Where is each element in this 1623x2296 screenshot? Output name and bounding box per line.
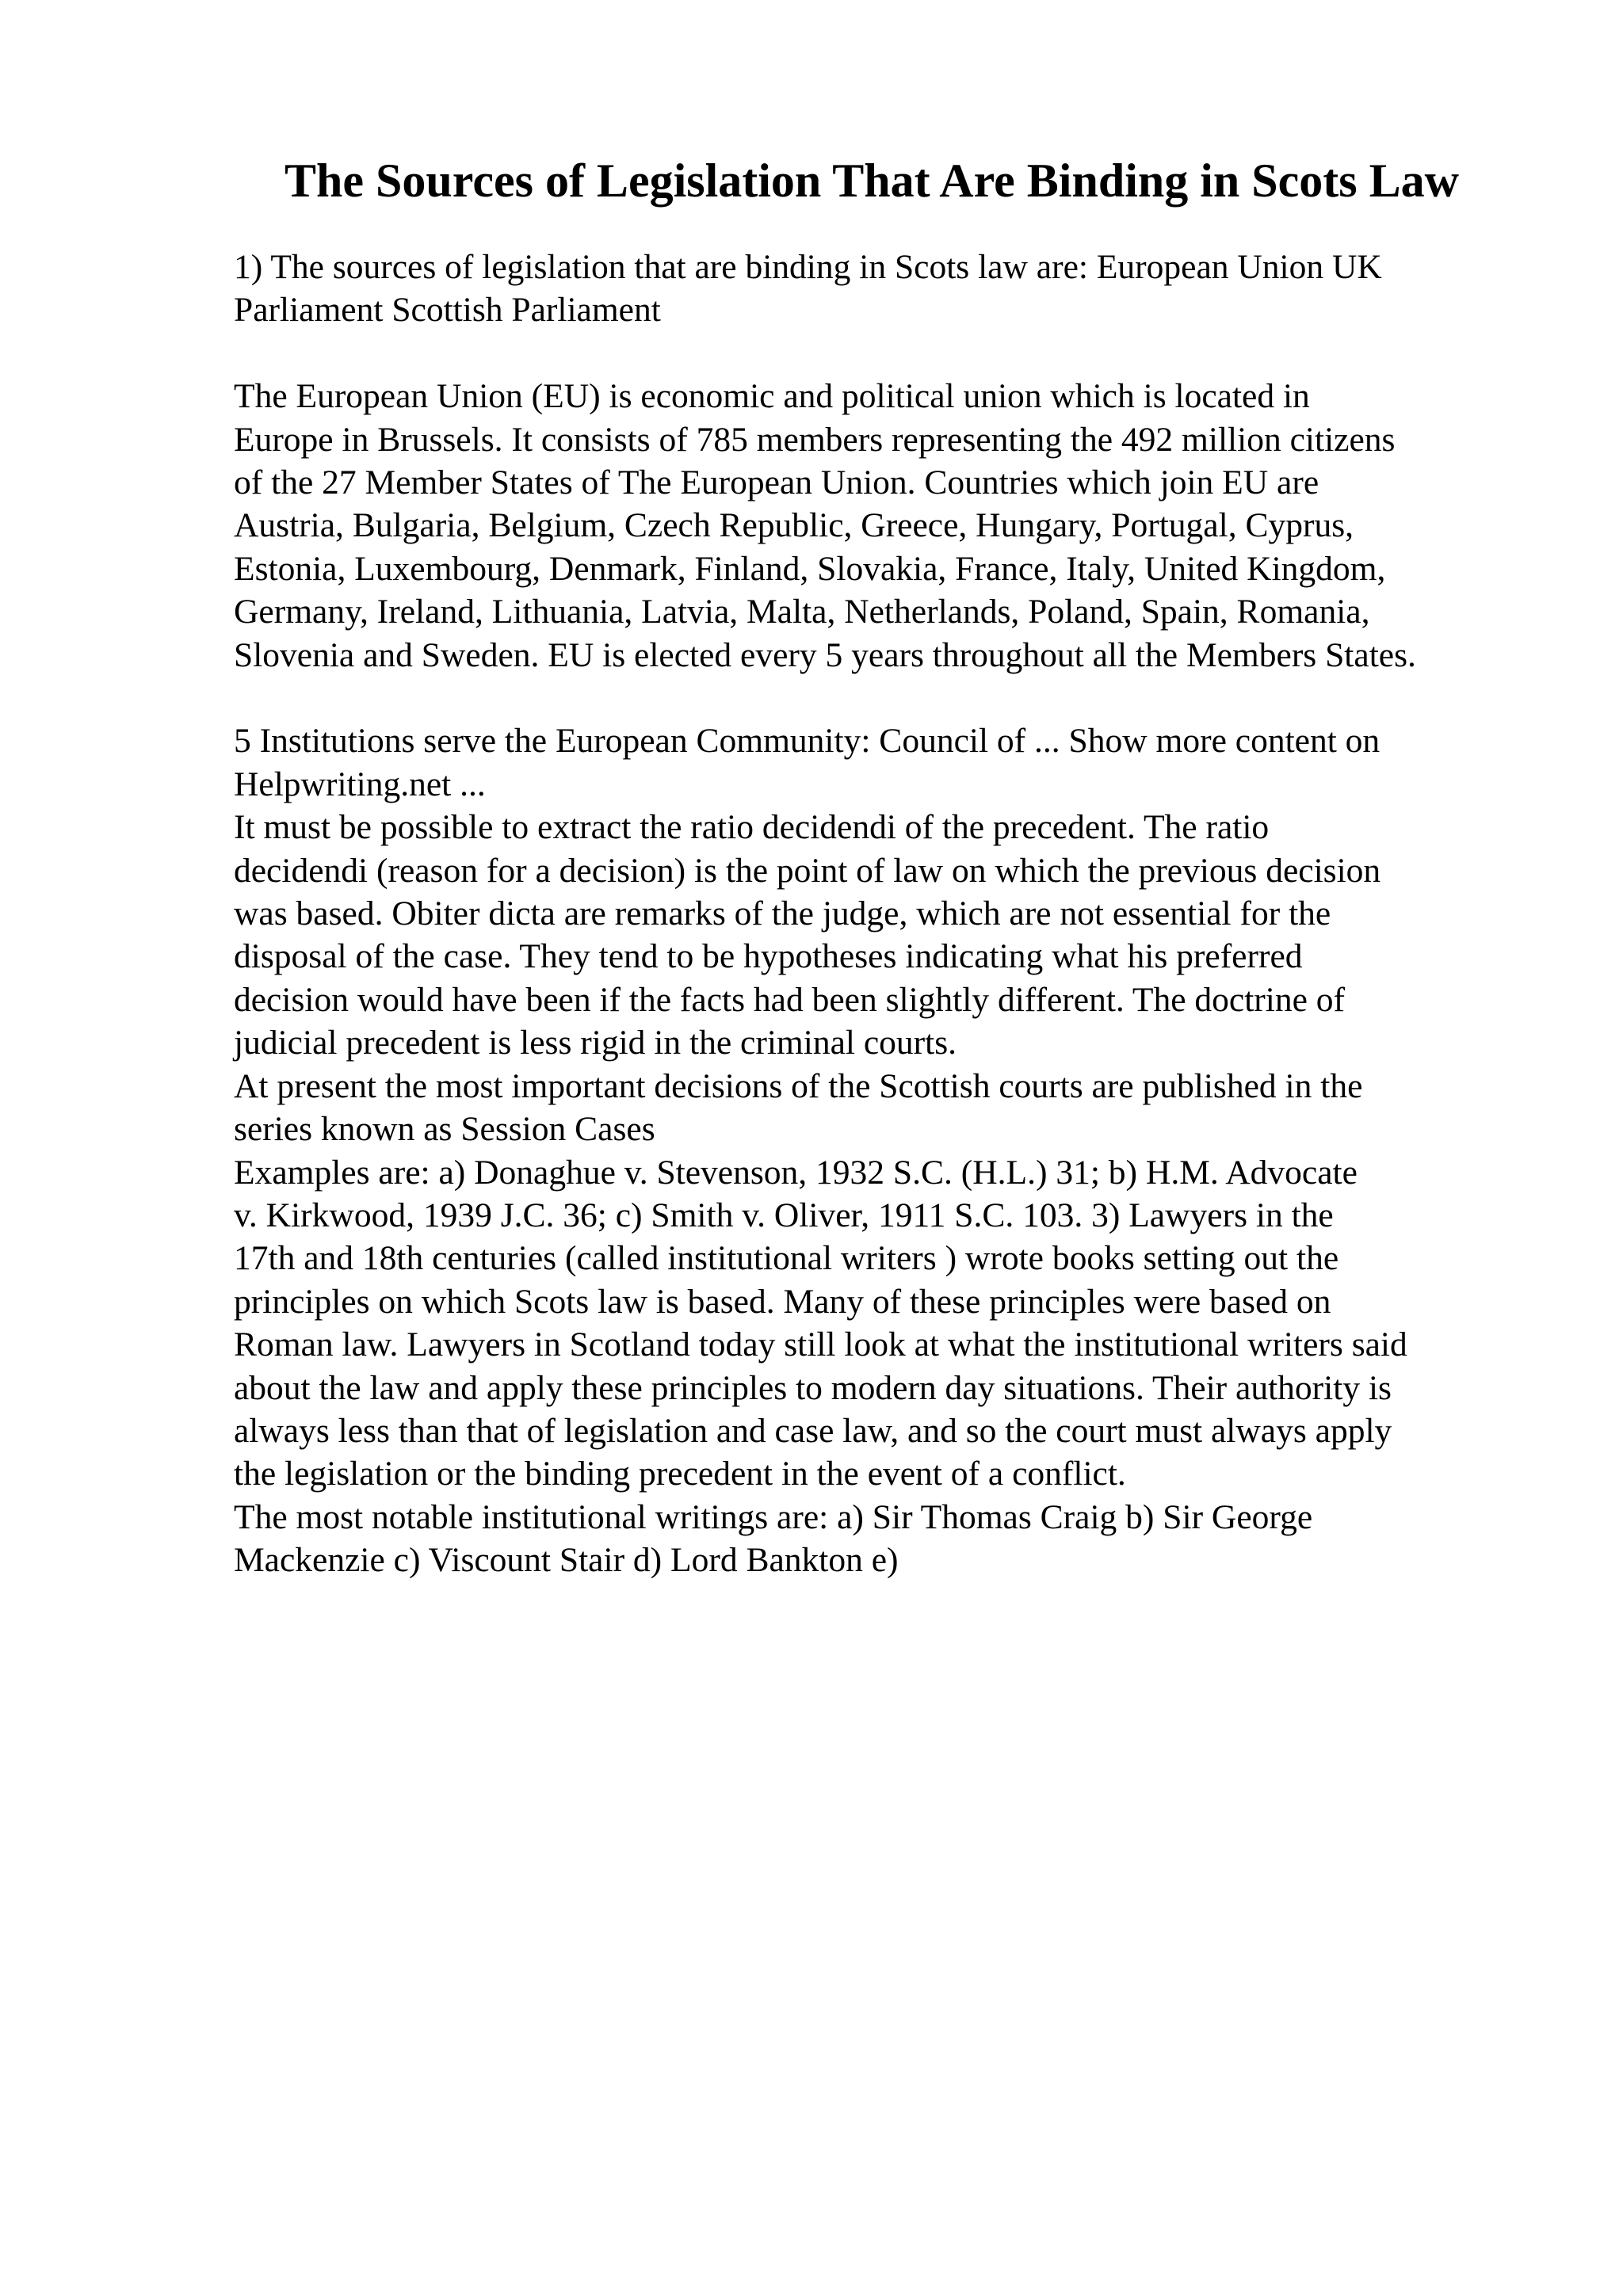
document-title: The Sources of Legislation That Are Binding in Scots Law — [285, 154, 1459, 207]
paragraph-examples: Examples are: a) Donaghue v. Stevenson, 1932 S.C. (H.L.) 31; b) H.M. Advocate v. Kirkwood, 1939 J.C. 36; c) Smith v. Oliver, 1911 S.C. 103. 3) Lawyers in the 17th and 18th centuries (called institutional writers ) wrote books setting out the principles on which Scots law is based. Many of these principles were based on Roman law. Lawyers in Scotland today still look at what the institutional writers said about the law and apply these principles to modern day situations. Their authority is always less than that of legislation and case law, and so the court must always apply the legislation or the binding precedent in the event of a conflict. — [234, 1153, 1407, 1493]
document-body — [234, 246, 1549, 1582]
paragraph-institutional-writings: The most notable institutional writings are: a) Sir Thomas Craig b) Sir George Mackenzie c) Viscount Stair d) Lord Bankton e) — [234, 1497, 1313, 1580]
paragraph-sources: 1) The sources of legislation that are binding in Scots law are: European Union UK Parliament Scottish Parliament — [234, 248, 1382, 330]
paragraph-ratio-decidendi: It must be possible to extract the ratio decidendi of the precedent. The ratio decidendi (reason for a decision) is the point of law on which the previous decision was based. Obiter dicta are remarks of the judge, which are not essential for the disposal of the case. They tend to be hypotheses indicating what his preferred decision would have been if the facts had been slightly different. The doctrine of judicial precedent is less rigid in the criminal courts. — [234, 808, 1381, 1062]
paragraph-session-cases: At present the most important decisions of the Scottish courts are published in the series known as Session Cases — [234, 1066, 1363, 1149]
paragraph-institutions: 5 Institutions serve the European Community: Council of ... Show more content on Helpwriting.net ... — [234, 722, 1381, 803]
paragraph-european-union: The European Union (EU) is economic and political union which is located in Europe in Brussels. It consists of 785 members representing the 492 million citizens of the 27 Member States of The European Union. Countries which join EU are Austria, Bulgaria, Belgium, Czech Republic, Greece, Hungary, Portugal, Cyprus, Estonia, Luxembourg, Denmark, Finland, Slovakia, France, Italy, United Kingdom, Germany, Ireland, Lithuania, Latvia, Malta, Netherlands, Poland, Spain, Romania, Slovenia and Sweden. EU is elected every 5 years throughout all the Members States. — [234, 377, 1416, 674]
